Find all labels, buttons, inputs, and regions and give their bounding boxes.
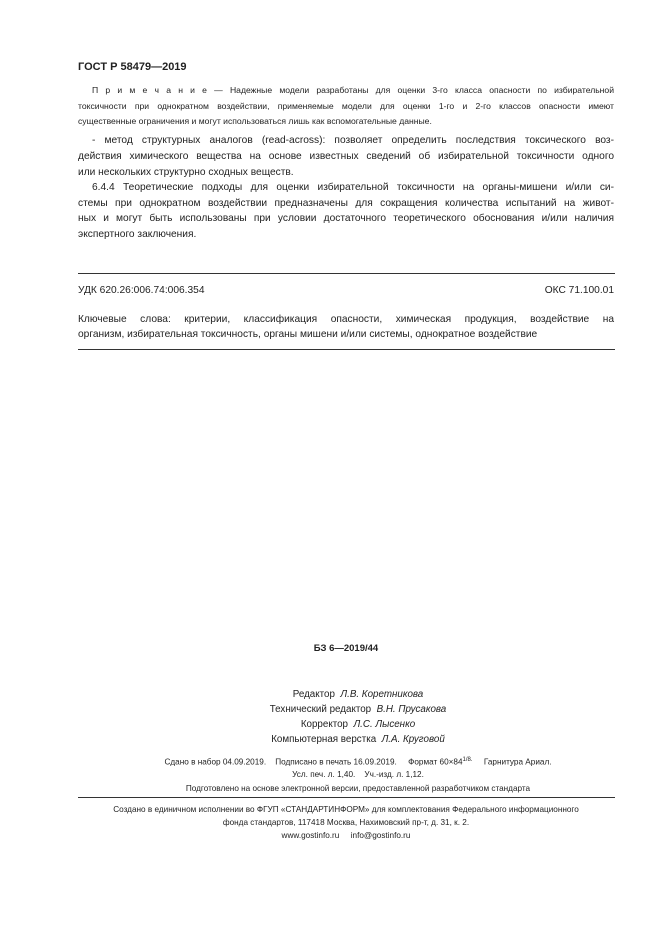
credit-editor: Редактор Л.В. Коретникова [292,689,424,700]
body-line: ных и могут быть использованы при условии достаточного теоретического обоснования и/или наличия [78,213,614,224]
note-line: П р и м е ч а н и е — Надежные модели разработаны для оценки 3-го класса опасности по избирательной [92,85,615,95]
divider [78,273,615,274]
divider [78,797,615,798]
keywords-line: Ключевые слова: критерии, классификация опасности, химическая продукция, воздействие на [78,314,614,325]
footer-line: Создано в единичном исполнении во ФГУП «СТАНДАРТИНФОРМ» для комплектования Федерального информационного [113,805,579,814]
oks-code: ОКС 71.100.01 [544,285,614,296]
footer-line: фонда стандартов, 117418 Москва, Нахимовский пр-т, д. 31, к. 2. [222,818,470,827]
body-line: - метод структурных аналогов (read-across): позволяет определить последствия токсического воз- [92,135,614,146]
imprint-sheets: Усл. печ. л. 1,40. Уч.-изд. л. 1,12. [292,770,424,779]
note-line: токсичности при однократном воздействии, применяемые модели для оценки 1-го и 2-го классов опасности имеют [78,101,614,111]
credit-layout: Компьютерная верстка Л.А. Круговой [271,734,445,745]
keywords-line: организм, избирательная токсичность, органы мишени и/или системы, однократное воздействие [78,329,538,340]
credit-corrector: Корректор Л.С. Лысенко [300,719,416,730]
body-line: стемы при однократном воздействии предназначены для сокращения количества испытаний на живот- [78,198,614,209]
udk-code: УДК 620.26:006.74:006.354 [78,285,205,296]
imprint-line: Сдано в набор 04.09.2019. Подписано в печать 16.09.2019. Формат $60\times 84^{1/8.}$ Гарнитура Ариал. [164,757,552,767]
document-code: ГОСТ Р 58479—2019 [78,61,187,73]
credit-tech-editor: Технический редактор В.Н. Прусакова [269,704,447,715]
note-line: существенные ограничения и могут использоваться лишь как вспомогательные данные. [78,116,432,126]
body-line: 6.4.4 Теоретические подходы для оценки избирательной токсичности на органы-мишени и/или си- [92,182,614,193]
website-link[interactable]: www.gostinfo.ru [281,831,340,840]
bz-number: БЗ 6—2019/44 [313,643,379,654]
note-label: П р и м е ч а н и е [92,85,207,95]
body-line: действия химического вещества на основе известных сведений об избирательной токсичности одного [78,151,614,162]
body-line: экспертного заключения. [78,229,197,240]
body-line: или нескольких структурно сходных веществ. [78,167,294,178]
divider [78,349,615,350]
imprint-prepared: Подготовлено на основе электронной версии, предоставленной разработчиком стандарта [185,784,531,793]
email-link[interactable]: info@gostinfo.ru [350,831,411,840]
footer-contacts [78,829,614,842]
